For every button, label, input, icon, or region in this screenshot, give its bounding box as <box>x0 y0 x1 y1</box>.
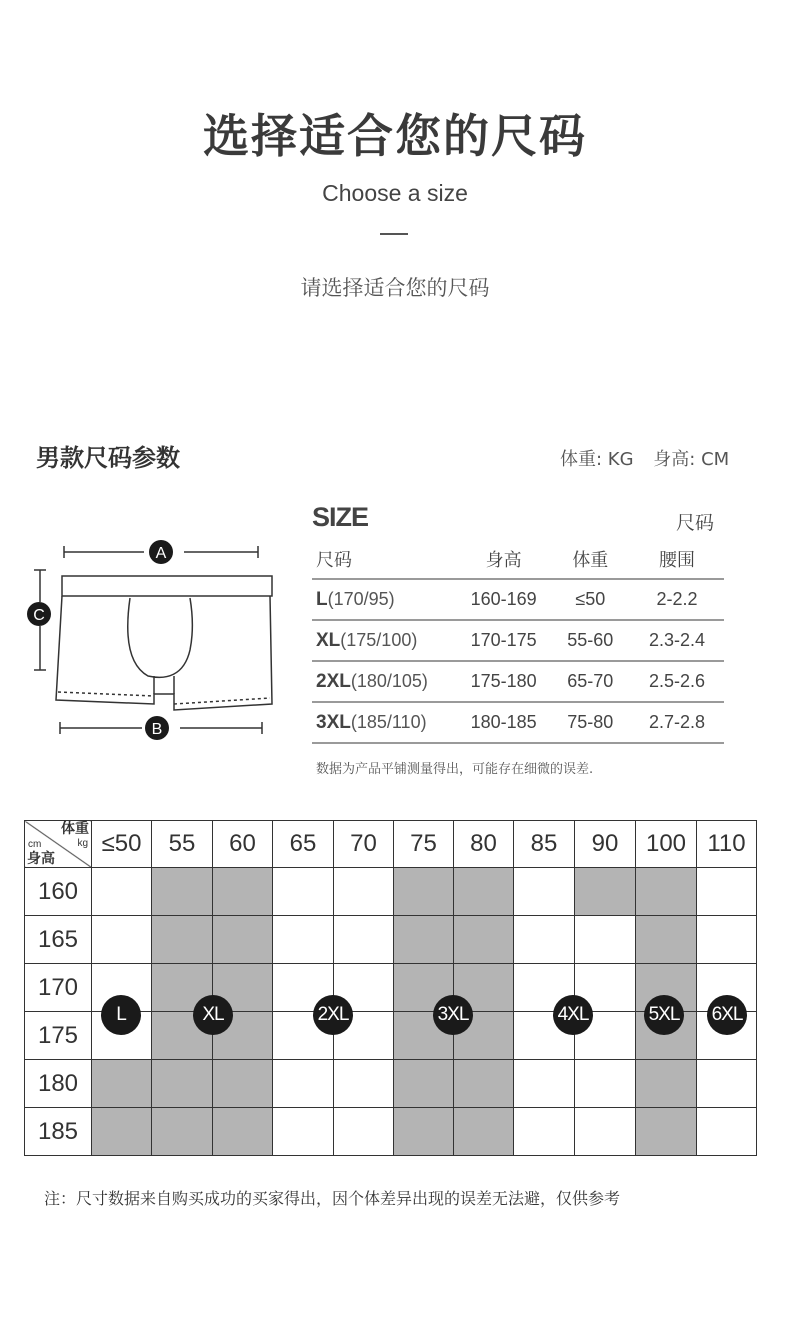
section-title: 男款尺码参数 <box>36 444 180 472</box>
size-spec-table <box>312 540 724 744</box>
units-legend <box>560 445 743 471</box>
grid-height-label: 160 <box>25 868 92 916</box>
grid-cell <box>152 916 213 964</box>
grid-cell <box>152 868 213 916</box>
size-badge: 4XL <box>553 995 593 1035</box>
dim-c-label: C <box>33 607 45 624</box>
grid-cell <box>636 1108 697 1156</box>
grid-cell <box>575 868 636 916</box>
corner-cm-label: cm <box>28 839 42 850</box>
grid-cell <box>334 916 394 964</box>
grid-height-label: 185 <box>25 1108 92 1156</box>
grid-weight-header: 90 <box>575 821 636 868</box>
grid-weight-header: 85 <box>514 821 575 868</box>
grid-weight-header: 80 <box>454 821 514 868</box>
size-meta: (185/110) <box>350 711 427 732</box>
grid-weight-header: 55 <box>152 821 213 868</box>
grid-cell <box>273 916 334 964</box>
grid-cell <box>514 1108 575 1156</box>
page-subtitle: Choose a size <box>322 180 468 206</box>
waist-range: 2.3-2.4 <box>648 630 705 650</box>
grid-cell <box>213 1108 273 1156</box>
spec-header-row <box>312 540 724 580</box>
grid-cell <box>334 1060 394 1108</box>
spec-row <box>312 580 724 621</box>
grid-cell <box>152 1060 213 1108</box>
grid-height-label: 175 <box>25 1012 92 1060</box>
col-weight: 体重 <box>572 550 609 571</box>
title-divider <box>380 233 408 235</box>
weight-unit: 体重: KG <box>560 449 634 470</box>
weight-range: 65-70 <box>567 671 614 691</box>
grid-cell <box>636 916 697 964</box>
grid-cell <box>92 1060 152 1108</box>
grid-height-label: 170 <box>25 964 92 1012</box>
grid-header-row <box>25 821 757 868</box>
weight-range: ≤50 <box>575 589 606 609</box>
grid-cell <box>152 1108 213 1156</box>
grid-cell <box>213 868 273 916</box>
grid-weight-header: 65 <box>273 821 334 868</box>
grid-corner <box>25 821 92 868</box>
underwear-outline <box>56 576 272 710</box>
weight-range: 55-60 <box>567 630 614 650</box>
spec-row <box>312 662 724 703</box>
grid-cell <box>394 1060 454 1108</box>
size-badge: L <box>101 995 141 1035</box>
grid-cell <box>454 1108 514 1156</box>
size-badge: XL <box>193 995 233 1035</box>
size-badge: 2XL <box>313 995 353 1035</box>
grid-cell <box>334 868 394 916</box>
size-name: 2XL <box>316 670 351 692</box>
grid-row <box>25 868 757 916</box>
dim-c-marker <box>27 602 51 626</box>
dim-a-label: A <box>155 545 167 562</box>
size-prompt: 请选择适合您的尺码 <box>300 276 490 300</box>
corner-weight-label: 体重 <box>61 820 89 836</box>
grid-weight-header: 70 <box>334 821 394 868</box>
corner-height-label: 身高 <box>27 850 55 866</box>
weight-range: 75-80 <box>567 712 614 732</box>
grid-height-label: 165 <box>25 916 92 964</box>
grid-cell <box>454 1060 514 1108</box>
size-heading-cn: 尺码 <box>676 512 715 534</box>
grid-cell <box>213 916 273 964</box>
col-height: 身高 <box>485 550 522 571</box>
size-badge: 5XL <box>644 995 684 1035</box>
size-name: L <box>316 588 328 610</box>
spec-row <box>312 703 724 744</box>
grid-cell <box>575 916 636 964</box>
grid-weight-header: ≤50 <box>92 821 152 868</box>
waist-range: 2-2.2 <box>656 589 698 609</box>
grid-cell <box>394 916 454 964</box>
waist-range: 2.7-2.8 <box>648 712 705 732</box>
height-range: 180-185 <box>470 712 537 732</box>
grid-cell <box>575 1108 636 1156</box>
grid-cell <box>697 868 757 916</box>
grid-cell <box>454 868 514 916</box>
page-title: 选择适合您的尺码 <box>203 109 587 163</box>
dim-b-label: B <box>151 721 163 738</box>
grid-row <box>25 1108 757 1156</box>
grid-cell <box>575 1060 636 1108</box>
grid-cell <box>273 868 334 916</box>
height-unit: 身高: CM <box>653 449 730 470</box>
underwear-diagram <box>20 530 290 750</box>
grid-cell <box>213 1060 273 1108</box>
grid-cell <box>92 916 152 964</box>
grid-cell <box>697 1108 757 1156</box>
grid-cell <box>273 1060 334 1108</box>
grid-height-label: 180 <box>25 1060 92 1108</box>
col-waist: 腰围 <box>658 550 695 571</box>
spec-row <box>312 621 724 662</box>
size-meta: (180/105) <box>350 670 428 691</box>
waist-range: 2.5-2.6 <box>648 671 705 691</box>
grid-cell <box>636 868 697 916</box>
size-name: 3XL <box>316 711 351 733</box>
height-range: 175-180 <box>470 671 537 691</box>
size-badge: 6XL <box>707 995 747 1035</box>
grid-cell <box>636 1060 697 1108</box>
size-meta: (170/95) <box>327 588 395 609</box>
size-badge: 3XL <box>433 995 473 1035</box>
grid-cell <box>514 1060 575 1108</box>
grid-cell <box>697 916 757 964</box>
grid-weight-header: 75 <box>394 821 454 868</box>
size-grid <box>24 820 757 1156</box>
grid-cell <box>334 1108 394 1156</box>
size-heading: SIZE <box>312 502 369 532</box>
footnote: 注：尺寸数据来自购买成功的买家得出，因个体差异出现的误差无法避，仅供参考 <box>44 1189 621 1208</box>
measurement-note: 数据为产品平铺测量得出，可能存在细微的误差. <box>316 762 594 777</box>
grid-cell <box>92 868 152 916</box>
grid-cell <box>92 1108 152 1156</box>
grid-weight-header: 60 <box>213 821 273 868</box>
size-meta: (175/100) <box>340 629 418 650</box>
grid-cell <box>394 1108 454 1156</box>
height-range: 160-169 <box>470 589 537 609</box>
grid-row <box>25 916 757 964</box>
grid-cell <box>454 916 514 964</box>
dim-a-marker <box>149 540 173 564</box>
grid-cell <box>394 868 454 916</box>
corner-kg-label: kg <box>77 838 88 849</box>
col-size: 尺码 <box>316 550 352 571</box>
grid-weight-header: 110 <box>697 821 757 868</box>
height-range: 170-175 <box>470 630 537 650</box>
grid-cell <box>514 868 575 916</box>
grid-cell <box>273 1108 334 1156</box>
dim-b-marker <box>145 716 169 740</box>
grid-cell <box>514 916 575 964</box>
grid-weight-header: 100 <box>636 821 697 868</box>
grid-cell <box>697 1060 757 1108</box>
size-name: XL <box>316 629 341 651</box>
grid-row <box>25 1060 757 1108</box>
